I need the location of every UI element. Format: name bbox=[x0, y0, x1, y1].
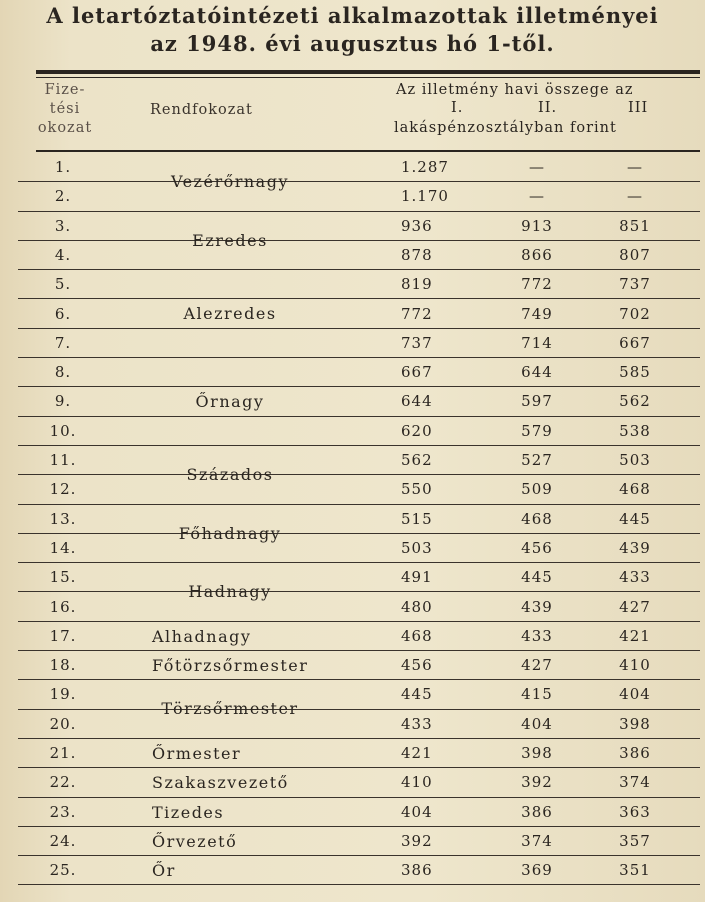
salary-class-3: 427 bbox=[619, 597, 651, 616]
salary-class-3: 538 bbox=[619, 421, 651, 440]
salary-class-1: 491 bbox=[401, 568, 433, 587]
rank-label: Szakaszvezető bbox=[152, 773, 289, 793]
header-col-3: III bbox=[628, 100, 649, 116]
table-row bbox=[0, 329, 705, 358]
salary-class-1: 392 bbox=[401, 831, 433, 850]
salary-class-1: 515 bbox=[401, 509, 433, 528]
salary-class-1: 878 bbox=[401, 245, 433, 264]
salary-class-3: 503 bbox=[619, 451, 651, 469]
salary-class-1: 1.287 bbox=[401, 158, 449, 176]
salary-class-3: 363 bbox=[619, 802, 651, 821]
table-row bbox=[0, 153, 705, 182]
salary-class-1: 936 bbox=[401, 216, 433, 235]
salary-class-3: 445 bbox=[619, 509, 651, 528]
salary-class-1: 562 bbox=[401, 451, 433, 469]
rank-label: Törzsőrmester bbox=[161, 699, 299, 719]
salary-class-2: — bbox=[529, 187, 545, 206]
table-row bbox=[0, 182, 705, 211]
salary-class-2: 714 bbox=[521, 333, 553, 352]
table-row bbox=[0, 505, 705, 534]
salary-class-2: 392 bbox=[521, 773, 553, 792]
salary-class-1: 503 bbox=[401, 538, 433, 557]
table-row bbox=[0, 300, 705, 329]
salary-class-2: 433 bbox=[521, 626, 553, 645]
salary-class-2: 456 bbox=[521, 538, 553, 557]
salary-class-3: 851 bbox=[619, 216, 651, 235]
table-row bbox=[0, 417, 705, 446]
salary-class-1: 445 bbox=[401, 685, 433, 704]
salary-class-3: 807 bbox=[619, 245, 651, 264]
pay-grade-number: 8. bbox=[54, 363, 72, 382]
pay-grade-number: 9. bbox=[54, 392, 72, 411]
rank-label: Ezredes bbox=[192, 230, 268, 250]
salary-class-3: 357 bbox=[619, 831, 651, 850]
salary-class-3: 398 bbox=[619, 714, 651, 733]
table-row bbox=[0, 680, 705, 709]
salary-class-2: 445 bbox=[521, 568, 553, 587]
salary-class-3: 439 bbox=[619, 538, 651, 557]
salary-class-3: 468 bbox=[619, 480, 651, 499]
pay-grade-number: 15. bbox=[49, 568, 77, 587]
rank-label: Százados bbox=[186, 465, 274, 484]
salary-class-1: 620 bbox=[401, 421, 433, 440]
table-row bbox=[0, 212, 705, 241]
salary-class-1: 667 bbox=[401, 363, 433, 382]
salary-class-2: 913 bbox=[521, 216, 553, 235]
header-fizetesi-line-3: okozat bbox=[37, 120, 93, 136]
pay-grade-number: 12. bbox=[49, 480, 77, 499]
salary-class-1: 644 bbox=[401, 392, 433, 411]
salary-class-1: 550 bbox=[401, 480, 433, 499]
table-row bbox=[0, 593, 705, 622]
header-fizetesi-fokozat bbox=[35, 80, 95, 137]
salary-class-2: 644 bbox=[521, 363, 553, 382]
salary-class-3: 667 bbox=[619, 333, 651, 352]
pay-grade-number: 4. bbox=[54, 245, 72, 264]
pay-grade-number: 1. bbox=[54, 158, 72, 176]
salary-class-1: 421 bbox=[401, 744, 433, 762]
salary-class-3: 404 bbox=[619, 685, 651, 704]
rank-label: Főtörzsőrmester bbox=[152, 656, 309, 676]
table-row bbox=[0, 710, 705, 739]
rank-label: Őrmester bbox=[152, 744, 242, 763]
header-bottom-rule bbox=[36, 150, 700, 152]
rank-label: Alhadnagy bbox=[152, 626, 252, 646]
pay-grade-number: 18. bbox=[49, 656, 77, 675]
salary-class-3: 374 bbox=[619, 773, 651, 792]
table-row bbox=[0, 563, 705, 592]
salary-class-1: 772 bbox=[401, 304, 433, 323]
salary-class-3: 702 bbox=[619, 304, 651, 323]
salary-class-2: 509 bbox=[521, 480, 553, 499]
salary-class-2: 597 bbox=[521, 392, 553, 411]
pay-grade-number: 17. bbox=[49, 626, 77, 645]
pay-grade-number: 2. bbox=[54, 187, 72, 206]
salary-class-1: 819 bbox=[401, 275, 433, 294]
pay-grade-number: 14. bbox=[49, 538, 77, 557]
pay-grade-number: 10. bbox=[49, 421, 77, 440]
header-col-1: I. bbox=[451, 100, 464, 116]
rank-label: Tizedes bbox=[152, 802, 225, 822]
salary-class-1: 410 bbox=[401, 773, 433, 792]
header-illetmeny bbox=[396, 80, 696, 100]
header-fizetesi-line-2: tési bbox=[49, 101, 81, 117]
salary-class-2: 527 bbox=[521, 451, 553, 469]
rank-label: Hadnagy bbox=[188, 582, 272, 602]
pay-grade-number: 11. bbox=[49, 451, 77, 469]
salary-class-3: 410 bbox=[619, 656, 651, 675]
salary-class-2: 415 bbox=[521, 685, 553, 704]
salary-class-2: 427 bbox=[521, 656, 553, 675]
salary-class-1: 1.170 bbox=[401, 187, 449, 206]
salary-class-2: 439 bbox=[521, 597, 553, 616]
header-rendfokozat: Rendfokozat bbox=[150, 102, 253, 118]
salary-class-2: 404 bbox=[521, 714, 553, 733]
salary-class-2: 386 bbox=[521, 802, 553, 821]
salary-class-2: 468 bbox=[521, 509, 553, 528]
pay-grade-number: 20. bbox=[49, 714, 77, 733]
salary-class-3: 351 bbox=[619, 861, 651, 880]
title-line-2: az 1948. évi augusztus hó 1-től. bbox=[150, 31, 555, 56]
salary-class-1: 386 bbox=[401, 861, 433, 880]
rank-label: Őrvezető bbox=[152, 831, 238, 851]
pay-grade-number: 6. bbox=[54, 304, 72, 323]
table-row bbox=[0, 270, 705, 299]
salary-class-2: 749 bbox=[521, 304, 553, 323]
salary-class-1: 404 bbox=[401, 802, 433, 821]
table-row bbox=[0, 446, 705, 475]
salary-class-2: 398 bbox=[521, 744, 553, 762]
salary-class-1: 456 bbox=[401, 656, 433, 675]
salary-class-2: — bbox=[529, 158, 545, 176]
pay-grade-number: 3. bbox=[54, 216, 72, 235]
header-footnote: lakáspénzosztályban forint bbox=[394, 120, 617, 136]
pay-grade-number: 24. bbox=[49, 831, 77, 850]
salary-class-3: 386 bbox=[619, 744, 651, 762]
header-illetmeny-text: Az illetmény havi összege az bbox=[396, 82, 634, 98]
pay-grade-number: 23. bbox=[49, 802, 77, 821]
salary-class-2: 579 bbox=[521, 421, 553, 440]
table-row bbox=[0, 475, 705, 504]
title-line-1: A letartóztatóintézeti alkalmazottak illetményei bbox=[46, 3, 659, 28]
pay-grade-number: 25. bbox=[49, 861, 77, 880]
salary-class-1: 433 bbox=[401, 714, 433, 733]
salary-class-1: 468 bbox=[401, 626, 433, 645]
pay-grade-number: 22. bbox=[49, 773, 77, 792]
header-fizetesi-line-1: Fize- bbox=[44, 82, 86, 98]
salary-class-2: 369 bbox=[521, 861, 553, 880]
rank-label: Főhadnagy bbox=[178, 523, 282, 543]
salary-class-3: 562 bbox=[619, 392, 651, 411]
pay-grade-number: 7. bbox=[54, 333, 72, 352]
table-row bbox=[0, 387, 705, 416]
pay-grade-number: 13. bbox=[49, 509, 77, 528]
salary-class-1: 737 bbox=[401, 333, 433, 352]
table-row bbox=[0, 358, 705, 387]
salary-class-2: 374 bbox=[521, 831, 553, 850]
rank-label: Alezredes bbox=[183, 304, 277, 324]
salary-class-2: 866 bbox=[521, 245, 553, 264]
rank-label: Őr bbox=[152, 861, 176, 881]
header-rule-thin bbox=[36, 77, 700, 78]
pay-grade-number: 16. bbox=[49, 597, 77, 616]
pay-grade-number: 21. bbox=[49, 744, 77, 762]
salary-class-3: 737 bbox=[619, 275, 651, 294]
pay-grade-number: 5. bbox=[54, 275, 72, 294]
table-row bbox=[0, 241, 705, 270]
header-rule-thick bbox=[36, 70, 700, 74]
salary-class-3: 433 bbox=[619, 568, 651, 587]
salary-class-3: 585 bbox=[619, 363, 651, 382]
rank-label: Őrnagy bbox=[195, 392, 265, 412]
table-row bbox=[0, 534, 705, 563]
salary-class-2: 772 bbox=[521, 275, 553, 294]
salary-class-1: 480 bbox=[401, 597, 433, 616]
salary-class-3: — bbox=[627, 187, 643, 206]
salary-class-3: — bbox=[627, 158, 643, 176]
pay-grade-number: 19. bbox=[49, 685, 77, 704]
header-col-2: II. bbox=[538, 100, 558, 116]
document-title bbox=[0, 2, 705, 58]
rank-label: Vezérőrnagy bbox=[170, 172, 289, 191]
salary-class-3: 421 bbox=[619, 626, 651, 645]
